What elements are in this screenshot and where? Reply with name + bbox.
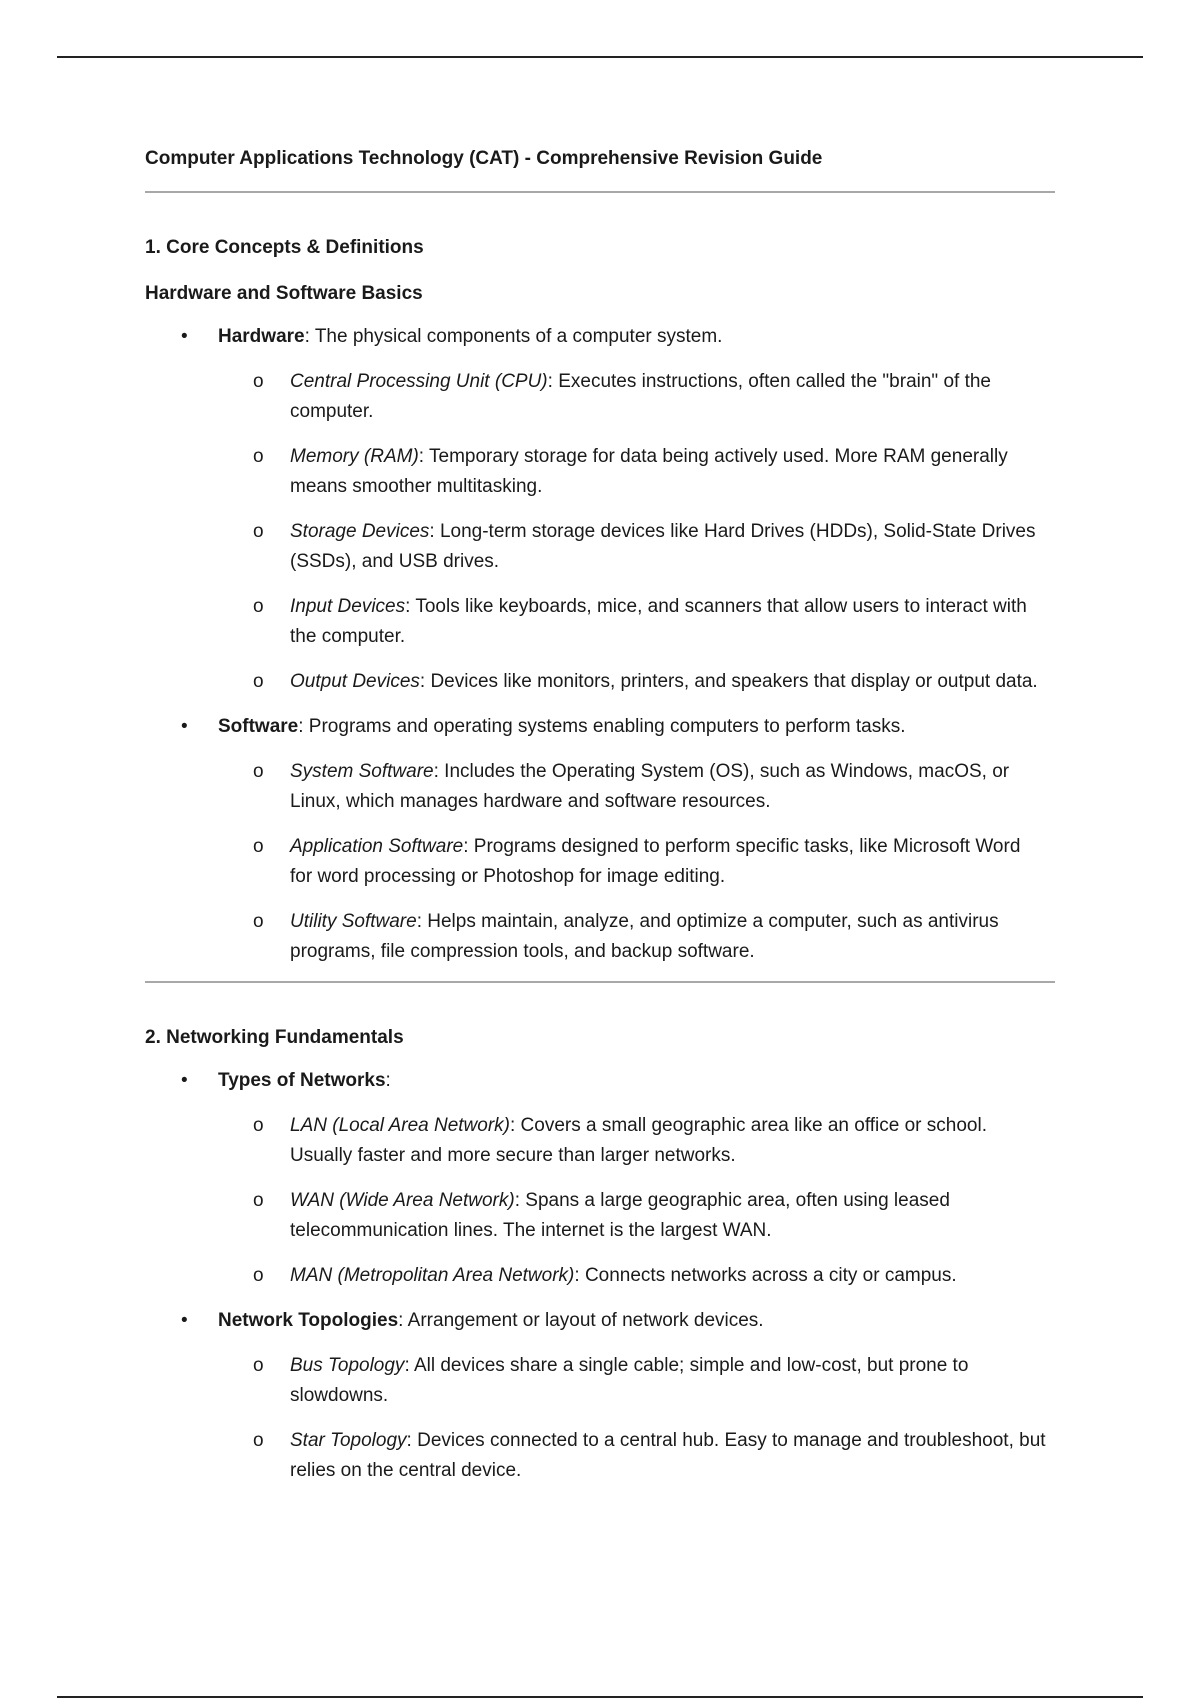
sub-item-desc: : Tools like keyboards, mice, and scanners that allow users to interact with the computer. xyxy=(290,596,1027,647)
page-bottom-rule xyxy=(57,1696,1143,1698)
sub-item-term: Utility Software xyxy=(290,911,417,932)
sub-item-term: Bus Topology xyxy=(290,1355,405,1376)
title-divider xyxy=(145,191,1055,193)
section-2-heading: 2. Networking Fundamentals xyxy=(145,1027,404,1048)
sub-bullet-icon: o xyxy=(253,1265,264,1286)
sub-item-star-topology xyxy=(145,1426,1055,1486)
sub-item-term: LAN (Local Area Network) xyxy=(290,1115,510,1136)
sub-bullet-icon: o xyxy=(253,671,264,692)
bullet-icon: • xyxy=(181,326,188,347)
bullet-software xyxy=(145,712,1055,742)
sub-item-desc: : Includes the Operating System (OS), such as Windows, macOS, or Linux, which manages hardware and software resources. xyxy=(290,761,1010,812)
sub-item-term: Application Software xyxy=(290,836,464,857)
sub-item-desc: : Connects networks across a city or campus. xyxy=(574,1265,957,1286)
sub-item-term: WAN (Wide Area Network) xyxy=(290,1190,515,1211)
sub-item-input xyxy=(145,592,1055,652)
sub-item-bus-topology xyxy=(145,1351,1055,1411)
sub-bullet-icon: o xyxy=(253,836,264,857)
sub-item-cpu xyxy=(145,367,1055,427)
section-1-subheading: Hardware and Software Basics xyxy=(145,283,423,304)
sub-item-term: Output Devices xyxy=(290,671,420,692)
sub-bullet-icon: o xyxy=(253,1355,264,1376)
sub-item-desc: : Devices like monitors, printers, and speakers that display or output data. xyxy=(419,671,1038,692)
sub-item-storage xyxy=(145,517,1055,577)
sub-item-term: Star Topology xyxy=(290,1430,407,1451)
document-body xyxy=(145,146,1055,1486)
bullet-icon: • xyxy=(181,1310,188,1331)
sub-bullet-icon: o xyxy=(253,1430,264,1451)
sub-bullet-icon: o xyxy=(253,1190,264,1211)
bullet-desc: : Arrangement or layout of network devices. xyxy=(398,1310,764,1331)
bullet-icon: • xyxy=(181,1070,188,1091)
sub-item-term: Central Processing Unit (CPU) xyxy=(290,371,548,392)
sub-item-term: System Software xyxy=(290,761,434,782)
bullet-desc: : Programs and operating systems enabling computers to perform tasks. xyxy=(298,716,906,737)
sub-item-term: Memory (RAM) xyxy=(290,446,419,467)
sub-item-output xyxy=(145,667,1055,697)
bullet-desc: : xyxy=(385,1070,391,1091)
sub-bullet-icon: o xyxy=(253,596,264,617)
sub-item-application-software xyxy=(145,832,1055,892)
bullet-hardware xyxy=(145,322,1055,352)
bullet-term: Types of Networks xyxy=(218,1070,386,1091)
sub-item-utility-software xyxy=(145,907,1055,967)
bullet-icon: • xyxy=(181,716,188,737)
bullet-term: Network Topologies xyxy=(218,1310,399,1331)
sub-bullet-icon: o xyxy=(253,446,264,467)
bullet-desc: : The physical components of a computer system. xyxy=(304,326,723,347)
document-title: Computer Applications Technology (CAT) - Comprehensive Revision Guide xyxy=(145,148,823,169)
section-divider xyxy=(145,981,1055,983)
bullet-types-of-networks xyxy=(145,1066,1055,1096)
page-top-rule xyxy=(57,56,1143,58)
sub-item-term: MAN (Metropolitan Area Network) xyxy=(290,1265,575,1286)
sub-item-system-software xyxy=(145,757,1055,817)
sub-item-desc: : Devices connected to a central hub. Easy to manage and troubleshoot, but relies on the central device. xyxy=(290,1430,1046,1481)
sub-item-desc: : Long-term storage devices like Hard Drives (HDDs), Solid-State Drives (SSDs), and USB drives. xyxy=(290,521,1036,572)
sub-item-desc: : All devices share a single cable; simple and low-cost, but prone to slowdowns. xyxy=(290,1355,969,1406)
sub-bullet-icon: o xyxy=(253,371,264,392)
sub-item-term: Input Devices xyxy=(290,596,406,617)
section-1-heading: 1. Core Concepts & Definitions xyxy=(145,237,424,258)
sub-item-lan xyxy=(145,1111,1055,1171)
bullet-network-topologies xyxy=(145,1306,1055,1336)
sub-bullet-icon: o xyxy=(253,1115,264,1136)
sub-item-desc: : Helps maintain, analyze, and optimize a computer, such as antivirus programs, file compression tools, and backup software. xyxy=(290,911,999,962)
sub-item-desc: : Covers a small geographic area like an office or school. Usually faster and more secure than larger networks. xyxy=(290,1115,987,1166)
sub-item-desc: : Programs designed to perform specific tasks, like Microsoft Word for word processing or Photoshop for image editing. xyxy=(290,836,1021,887)
sub-item-desc: : Executes instructions, often called the "brain" of the computer. xyxy=(290,371,991,422)
sub-bullet-icon: o xyxy=(253,521,264,542)
sub-item-term: Storage Devices xyxy=(290,521,430,542)
sub-item-man xyxy=(145,1261,1055,1291)
sub-item-wan xyxy=(145,1186,1055,1246)
sub-item-ram xyxy=(145,442,1055,502)
bullet-term: Hardware xyxy=(218,326,305,347)
sub-bullet-icon: o xyxy=(253,761,264,782)
bullet-term: Software xyxy=(218,716,299,737)
sub-bullet-icon: o xyxy=(253,911,264,932)
sub-item-desc: : Spans a large geographic area, often using leased telecommunication lines. The internet is the largest WAN. xyxy=(290,1190,950,1241)
sub-item-desc: : Temporary storage for data being actively used. More RAM generally means smoother multitasking. xyxy=(290,446,1008,497)
